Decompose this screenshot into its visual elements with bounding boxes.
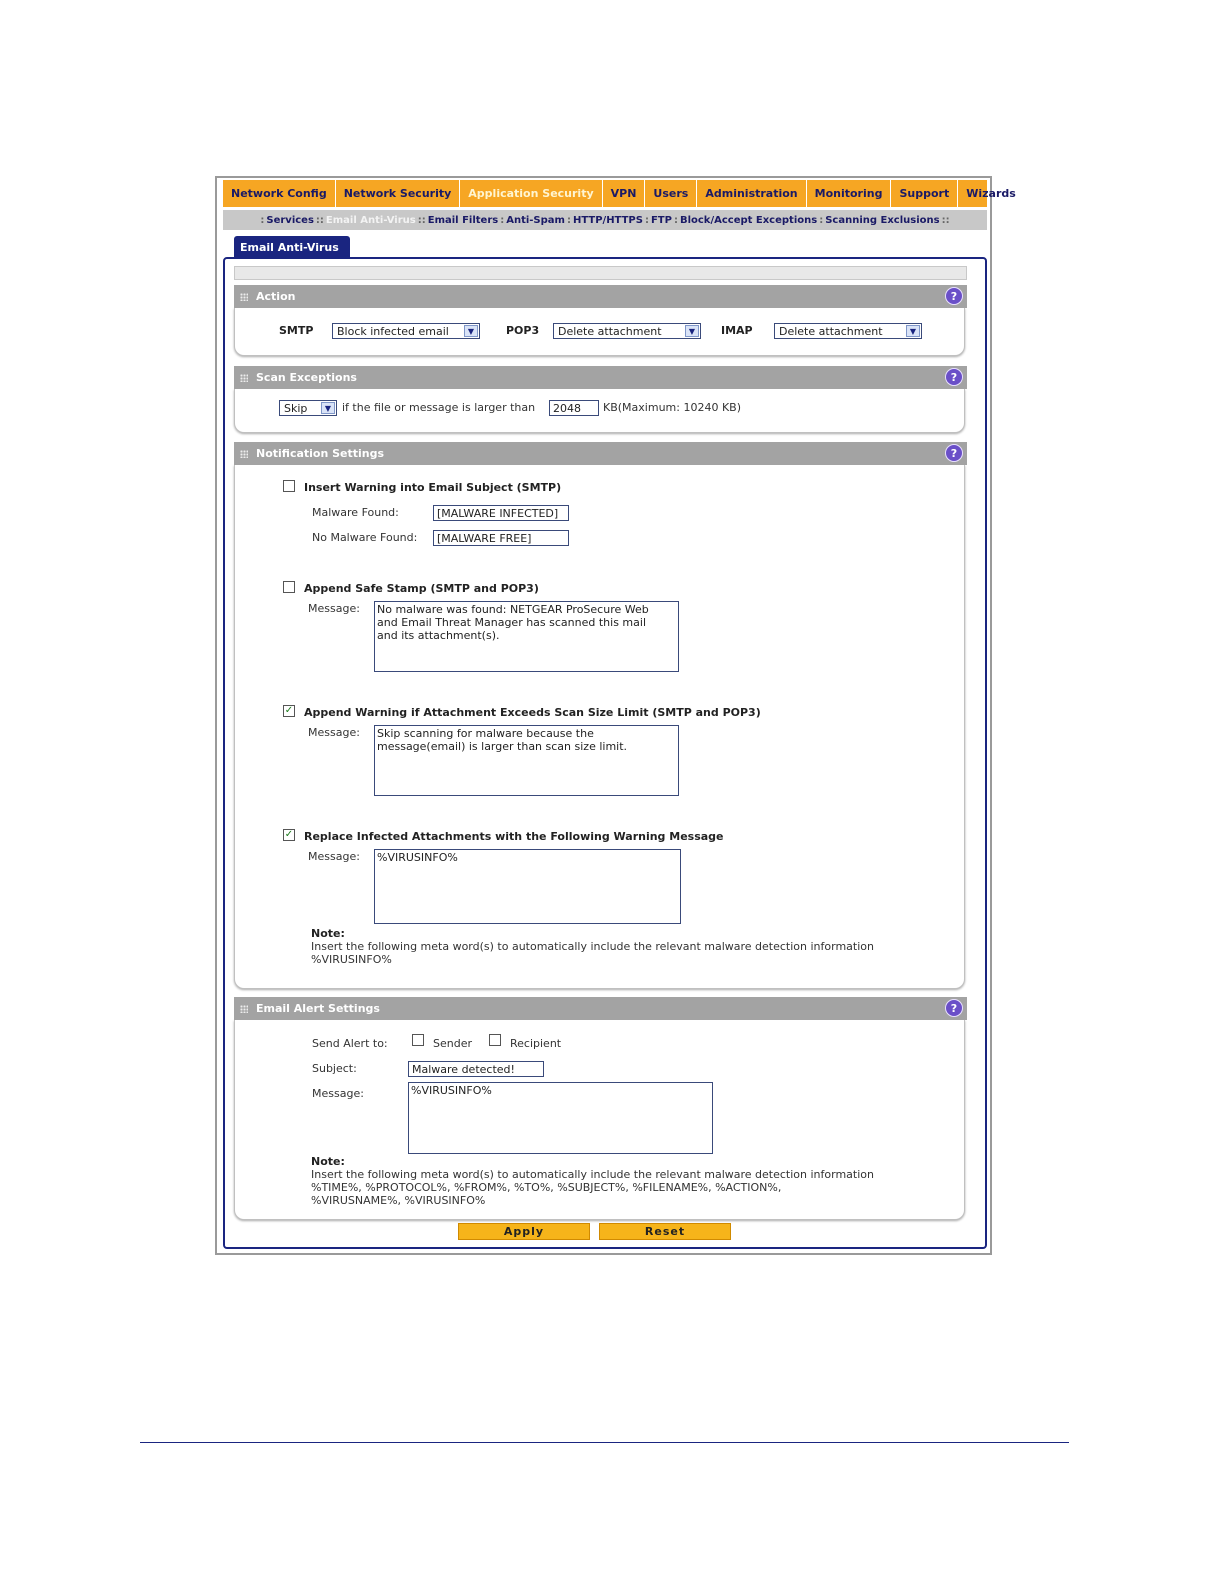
- scan-exceptions-text: if the file or message is larger than: [342, 401, 536, 414]
- size-max-text: KB(Maximum: 10240 KB): [603, 401, 741, 414]
- imap-select-value: Delete attachment: [779, 324, 883, 338]
- alert-note-title: Note:: [311, 1155, 345, 1168]
- alert-subject-input[interactable]: Malware detected!: [408, 1061, 544, 1077]
- size-warning-message-label: Message:: [308, 726, 360, 739]
- recipient-label: Recipient: [510, 1037, 562, 1050]
- alert-message-label: Message:: [312, 1087, 364, 1100]
- alert-note-words-1: %TIME%, %PROTOCOL%, %FROM%, %TO%, %SUBJECT%, %FILENAME%, %ACTION%,: [311, 1181, 782, 1194]
- subnav-email-filters[interactable]: Email Filters: [427, 214, 499, 226]
- replace-infected-label: Replace Infected Attachments with the Following Warning Message: [304, 830, 724, 843]
- chevron-down-icon: ▼: [906, 325, 920, 337]
- pop3-label: POP3: [506, 324, 540, 337]
- subnav-scanning-exclusions[interactable]: Scanning Exclusions: [825, 214, 940, 226]
- note-text: Insert the following meta word(s) to automatically include the relevant malware detection information: [311, 940, 874, 953]
- alert-note-words-2: %VIRUSNAME%, %VIRUSINFO%: [311, 1194, 486, 1207]
- nav-vpn[interactable]: VPN: [603, 180, 646, 207]
- chevron-down-icon: ▼: [321, 402, 335, 414]
- nav-network-config[interactable]: Network Config: [223, 180, 336, 207]
- pop3-select-value: Delete attachment: [558, 324, 662, 338]
- imap-label: IMAP: [721, 324, 753, 337]
- malware-found-input[interactable]: [MALWARE INFECTED]: [433, 505, 569, 521]
- section-title: Scan Exceptions: [256, 371, 357, 384]
- note-meta-words: %VIRUSINFO%: [311, 953, 392, 966]
- subnav-ftp[interactable]: FTP: [650, 214, 672, 226]
- replace-infected-message-textarea[interactable]: %VIRUSINFO%: [374, 849, 681, 924]
- size-warning-message-textarea[interactable]: Skip scanning for malware because the message(email) is larger than scan size limit.: [374, 725, 679, 796]
- scan-exceptions-section-header: [234, 366, 967, 389]
- grip-icon: [240, 450, 248, 458]
- subnav-http-https[interactable]: HTTP/HTTPS: [572, 214, 643, 226]
- nav-application-security[interactable]: Application Security: [460, 180, 602, 207]
- replace-infected-checkbox[interactable]: ✓: [284, 829, 294, 840]
- no-malware-found-label: No Malware Found:: [312, 531, 418, 544]
- help-icon[interactable]: ?: [945, 999, 963, 1017]
- subnav-anti-spam[interactable]: Anti-Spam: [506, 214, 565, 226]
- sender-label: Sender: [433, 1037, 472, 1050]
- nav-users[interactable]: Users: [645, 180, 697, 207]
- reset-button[interactable]: Reset: [599, 1223, 731, 1240]
- help-icon[interactable]: ?: [945, 444, 963, 462]
- smtp-label: SMTP: [279, 324, 314, 337]
- smtp-select[interactable]: [332, 323, 480, 339]
- alert-note-text: Insert the following meta word(s) to automatically include the relevant malware detection information: [311, 1168, 874, 1181]
- size-warning-checkbox[interactable]: ✓: [284, 705, 294, 716]
- section-title: Email Alert Settings: [256, 1002, 380, 1015]
- chevron-down-icon: ▼: [685, 325, 699, 337]
- no-malware-found-input[interactable]: [MALWARE FREE]: [433, 530, 569, 546]
- nav-support[interactable]: Support: [891, 180, 958, 207]
- help-icon[interactable]: ?: [945, 368, 963, 386]
- apply-button[interactable]: Apply: [458, 1223, 590, 1240]
- subnav-block-accept-exceptions[interactable]: Block/Accept Exceptions: [679, 214, 818, 226]
- safe-stamp-message-textarea[interactable]: No malware was found: NETGEAR ProSecure Web and Email Threat Manager has scanned this mail and its attachment(s).: [374, 601, 679, 672]
- grip-icon: [240, 1005, 248, 1013]
- main-panel: [223, 257, 987, 1249]
- safe-stamp-message-label: Message:: [308, 602, 360, 615]
- recipient-checkbox[interactable]: [489, 1034, 501, 1046]
- malware-found-label: Malware Found:: [312, 506, 399, 519]
- size-warning-label: Append Warning if Attachment Exceeds Scan Size Limit (SMTP and POP3): [304, 706, 761, 719]
- smtp-select-value: Block infected email: [337, 324, 449, 338]
- action-section-body: [234, 308, 965, 356]
- message-bar: [234, 266, 967, 280]
- size-limit-input[interactable]: 2048: [549, 400, 599, 416]
- replace-infected-message-label: Message:: [308, 850, 360, 863]
- section-title: Notification Settings: [256, 447, 385, 460]
- imap-select[interactable]: [774, 323, 922, 339]
- pop3-select[interactable]: [553, 323, 701, 339]
- app-window: [215, 176, 1016, 1255]
- scan-mode-select[interactable]: [279, 400, 337, 416]
- tab-email-anti-virus[interactable]: Email Anti-Virus: [234, 236, 350, 258]
- page-footer-rule: [140, 1442, 1069, 1443]
- subnav-services[interactable]: Services: [266, 214, 314, 226]
- insert-warning-checkbox[interactable]: [283, 480, 295, 492]
- chevron-down-icon: ▼: [464, 325, 478, 337]
- notification-section-body: [234, 465, 965, 989]
- safe-stamp-checkbox[interactable]: [283, 581, 295, 593]
- send-alert-label: Send Alert to:: [312, 1037, 388, 1050]
- email-alert-section-header: [234, 997, 967, 1020]
- nav-monitoring[interactable]: Monitoring: [807, 180, 892, 207]
- scan-exceptions-section-body: [234, 389, 965, 433]
- note-title: Note:: [311, 927, 345, 940]
- safe-stamp-label: Append Safe Stamp (SMTP and POP3): [304, 582, 539, 595]
- nav-administration[interactable]: Administration: [697, 180, 806, 207]
- section-title: Action: [256, 290, 296, 303]
- grip-icon: [240, 374, 248, 382]
- email-alert-section-body: [234, 1020, 965, 1220]
- scan-mode-value: Skip: [284, 401, 308, 415]
- alert-subject-label: Subject:: [312, 1062, 357, 1075]
- insert-warning-label: Insert Warning into Email Subject (SMTP): [304, 481, 562, 494]
- help-icon[interactable]: ?: [945, 287, 963, 305]
- grip-icon: [240, 293, 248, 301]
- sender-checkbox[interactable]: [412, 1034, 424, 1046]
- action-section-header: [234, 285, 967, 308]
- nav-wizards[interactable]: Wizards: [966, 187, 1016, 200]
- top-navigation: [223, 180, 1016, 207]
- subnav-email-anti-virus[interactable]: Email Anti-Virus: [325, 214, 416, 226]
- nav-network-security[interactable]: Network Security: [336, 180, 461, 207]
- alert-message-textarea[interactable]: %VIRUSINFO%: [408, 1082, 713, 1154]
- notification-section-header: [234, 442, 967, 465]
- sub-navigation: : Services :: Email Anti-Virus :: Email Filters : Anti-Spam : HTTP/HTTPS : FTP : Block/Accept Exceptions : Scanning Exclusions ::: [223, 210, 987, 230]
